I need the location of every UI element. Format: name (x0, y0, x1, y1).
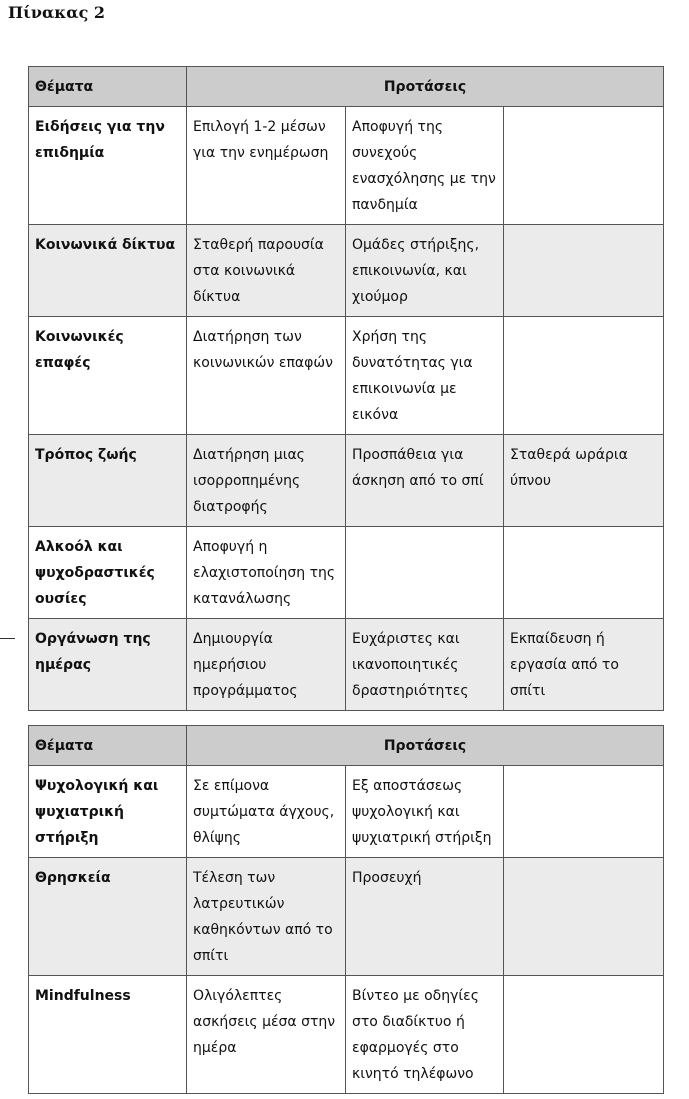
proposal-cell (346, 527, 504, 619)
proposal-cell: Σταθερά ωράρια ύπνου (504, 435, 664, 527)
proposal-cell: Βίντεο με οδηγίες στο διαδίκτυο ή εφαρμογές στο κινητό τηλέφωνο (346, 976, 504, 1094)
topic-cell: Θρησκεία (29, 858, 187, 976)
proposals-table-1 (28, 66, 664, 711)
header-topics: Θέματα (29, 67, 187, 107)
topic-cell: Κοινωνικές επαφές (29, 317, 187, 435)
table-row (29, 527, 664, 619)
proposal-cell: Χρήση της δυνατότητας για επικοινωνία με εικόνα (346, 317, 504, 435)
topic-cell: Κοινωνικά δίκτυα (29, 225, 187, 317)
table-row (29, 107, 664, 225)
proposal-cell (504, 225, 664, 317)
proposal-cell: Αποφυγή της συνεχούς ενασχόλησης με την πανδημία (346, 107, 504, 225)
table-row (29, 766, 664, 858)
proposal-cell: Εκπαίδευση ή εργασία από το σπίτι (504, 619, 664, 711)
proposal-cell: Ολιγόλεπτες ασκήσεις μέσα στην ημέρα (187, 976, 346, 1094)
table-header-row (29, 726, 664, 766)
proposal-cell: Σε επίμονα συμτώματα άγχους, θλίψης (187, 766, 346, 858)
proposal-cell (504, 976, 664, 1094)
proposal-cell: Προσπάθεια για άσκηση από το σπί (346, 435, 504, 527)
proposal-cell (504, 317, 664, 435)
proposal-cell: Επιλογή 1-2 μέσων για την ενημέρωση (187, 107, 346, 225)
proposal-cell: Ευχάριστες και ικανοποιητικές δραστηριότητες (346, 619, 504, 711)
table-row (29, 317, 664, 435)
proposal-cell: Τέλεση των λατρευτικών καθηκόντων από το σπίτι (187, 858, 346, 976)
table-header-row (29, 67, 664, 107)
proposal-cell: Διατήρηση μιας ισορροπημένης διατροφής (187, 435, 346, 527)
topic-cell: Αλκοόλ και ψυχοδραστικές ουσίες (29, 527, 187, 619)
page-title: Πίνακας 2 (8, 3, 106, 22)
topic-cell: Οργάνωση της ημέρας (29, 619, 187, 711)
proposal-cell: Σταθερή παρουσία στα κοινωνικά δίκτυα (187, 225, 346, 317)
header-proposals: Προτάσεις (187, 726, 664, 766)
proposal-cell: Εξ αποστάσεως ψυχολογική και ψυχιατρική στήριξη (346, 766, 504, 858)
table-row (29, 858, 664, 976)
proposal-cell: Ομάδες στήριξης, επικοινωνία, και χιούμορ (346, 225, 504, 317)
proposal-cell: Αποφυγή η ελαχιστοποίηση της κατανάλωσης (187, 527, 346, 619)
header-topics: Θέματα (29, 726, 187, 766)
proposal-cell: Δημιουργία ημερήσιου προγράμματος (187, 619, 346, 711)
proposal-cell: Διατήρηση των κοινωνικών επαφών (187, 317, 346, 435)
margin-mark (0, 638, 15, 639)
table-row (29, 435, 664, 527)
proposal-cell (504, 527, 664, 619)
proposal-cell (504, 766, 664, 858)
table-row (29, 619, 664, 711)
header-proposals: Προτάσεις (187, 67, 664, 107)
proposals-table-2 (28, 725, 664, 1094)
topic-cell: Ψυχολογική και ψυχιατρική στήριξη (29, 766, 187, 858)
proposal-cell (504, 858, 664, 976)
topic-cell: Τρόπος ζωής (29, 435, 187, 527)
proposal-cell: Προσευχή (346, 858, 504, 976)
proposal-cell (504, 107, 664, 225)
table-row (29, 976, 664, 1094)
topic-cell: Ειδήσεις για την επιδημία (29, 107, 187, 225)
table-row (29, 225, 664, 317)
topic-cell: Mindfulness (29, 976, 187, 1094)
